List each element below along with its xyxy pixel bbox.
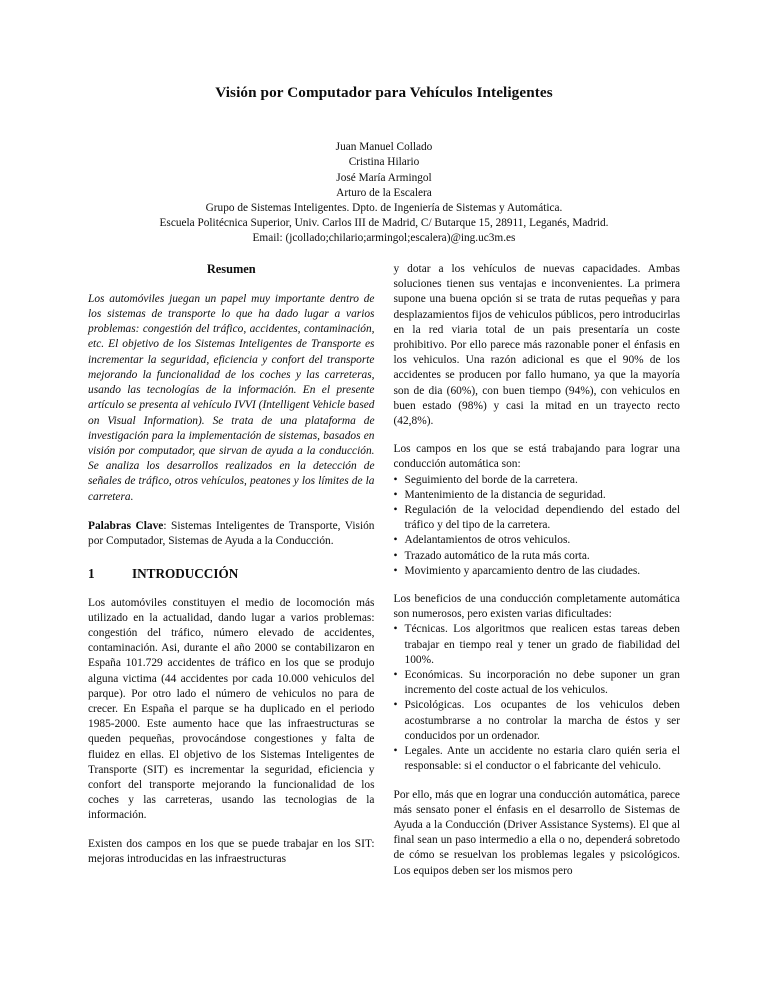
list-item: • Técnicas. Los algoritmos que realicen estas tareas deben trabajar en tiempo real y tener un grado de fiabilidad del 100%.: [394, 622, 681, 668]
list-item: • Movimiento y aparcamiento dentro de las ciudades.: [394, 564, 681, 579]
paragraph: Los campos en los que se está trabajando para lograr una conducción automática son:: [393, 443, 680, 471]
author-name: Juan Manuel Collado: [335, 141, 433, 154]
abstract-heading: Resumen: [206, 262, 256, 276]
section-title: INTRODUCCIÓN: [132, 566, 239, 582]
keywords-separator: :: [163, 519, 172, 532]
paragraph: Los beneficios de una conducción completamente automática son numerosos, pero existen varias dificultades:: [393, 593, 680, 621]
page-title: Visión por Computador para Vehículos Inteligentes: [215, 84, 553, 101]
abstract-text: Los automóviles juegan un papel muy importante dentro de los sistemas de transporte lo que ha dado lugar a varios problemas: congestión del tráfico, accidentes, contaminación, etc. El objetivo de los Sistemas Inteligentes de Transporte es incrementar la seguridad, eficiencia y confort del transporte mejorando la funcionalidad de los coches y las carreteras, usando las tecnologías de la información. En el presente artículo se presenta al vehículo IVVI (Intelligent Vehicle based on Visual Information). Se trata de una plataforma de investigación para la implementación de sistemas, basados en visión por computador, que sirvan de ayuda a la conducción. Se analiza los desarrollos realizados en la detección de señales de tráfico, otros vehículos, peatones y los límites de la carretera.: [88, 292, 375, 503]
affiliation-line: Escuela Politécnica Superior, Univ. Carlos III de Madrid, C/ Butarque 15, 28911, Leganés, Madrid.: [159, 217, 609, 230]
list-item: • Regulación de la velocidad dependiendo del estado del tráfico y del tipo de la carretera.: [394, 503, 681, 533]
email-line: Email: (jcollado;chilario;armingol;escalera)@ing.uc3m.es: [252, 232, 516, 245]
list-item: • Trazado automático de la ruta más corta.: [394, 549, 681, 564]
list-item: • Legales. Ante un accidente no estaria claro quién seria el responsable: si el conductor o el fabricante del vehiculo.: [394, 744, 681, 774]
automatic-driving-fields-list: [394, 473, 681, 579]
keywords-label: Palabras Clave: [88, 519, 164, 532]
author-block: [0, 102, 768, 246]
list-item: • Económicas. Su incorporación no debe suponer un gran incremento del coste actual de los vehiculos.: [394, 668, 681, 698]
section-heading-introduction: [88, 566, 375, 583]
paragraph: Por ello, más que en lograr una conducción automática, parece más sensato poner el énfasis en el desarrollo de Sistemas de Ayuda a la Conducción (Driver Assistance Systems). El que al final sean un paso intermedio a ella o no, dependerá sobretodo de cómo se resuelvan los problemas legales y psicológicos. Los equipos deben ser los mismos pero: [393, 788, 680, 877]
paragraph: Los automóviles constituyen el medio de locomoción más utilizado en la actualidad, dando lugar a varios problemas: congestión del tráfico, número elevado de accidentes, contaminación. Asi, durante el año 2000 se contabilizaron en España 101.729 accidentes de tráfico en los que se produjo alguna victima (44 accidentes por cada 10.000 vehiculos del parque). Por otro lado el número de vehiculos no para de crecer. En España el parque se ha duplicado en el periodo 1985-2000. Este aumento hace que las infraestructuras se queden pequeñas, provocándose congestiones y falta de fluidez en ellas. El objetivo de los Sistemas Inteligentes de Transporte (SIT) es incrementar la seguridad, eficiencia y confort del transporte mejorando la funcionalidad de los coches y las carreteras, usando las tecnologias de la información.: [88, 596, 375, 822]
section-number: 1: [88, 566, 95, 582]
difficulties-list: [394, 622, 681, 774]
list-item: • Seguimiento del borde de la carretera.: [394, 473, 681, 488]
list-item: • Adelantamientos de otros vehiculos.: [394, 533, 681, 548]
keywords-block: [88, 519, 375, 549]
left-column: [88, 262, 375, 867]
keywords-text: Sistemas Inteligentes de Transporte, Visión por Computador, Sistemas de Ayuda a la Conducción.: [88, 519, 375, 547]
two-column-body: [88, 262, 680, 879]
right-column: [394, 262, 681, 879]
author-name: José María Armingol: [336, 171, 432, 184]
paragraph: Existen dos campos en los que se puede trabajar en los SIT: mejoras introducidas en las infraestructuras: [88, 837, 375, 865]
author-name: Arturo de la Escalera: [336, 186, 432, 199]
author-name: Cristina Hilario: [348, 156, 420, 169]
affiliation-line: Grupo de Sistemas Inteligentes. Dpto. de Ingeniería de Sistemas y Automática.: [205, 202, 563, 215]
list-item: • Psicológicas. Los ocupantes de los vehiculos deben acostumbrarse a no controlar la marcha de éstos y ser conducidos por un ordenador.: [394, 698, 681, 744]
list-item: • Mantenimiento de la distancia de seguridad.: [394, 488, 681, 503]
paragraph: y dotar a los vehículos de nuevas capacidades. Ambas soluciones tienen sus ventajas e inconvenientes. La primera supone una buena opción si se trata de rutas pequeñas y para desplazamientos fijos de vehiculos públicos, pero introducirlas en la red viaria total de un pais presentaría un coste prohibitivo. Por ello parece más razonable poner el énfasis en los vehiculos. Una razón adicional es que el 90% de los accidentes se producen por fallo humano, ya que la mayoría son de dia (60%), con buen tiempo (94%), con vehiculos en buen estado (98%) y casi la mitad en un trayecto recto (42,8%).: [393, 263, 680, 428]
